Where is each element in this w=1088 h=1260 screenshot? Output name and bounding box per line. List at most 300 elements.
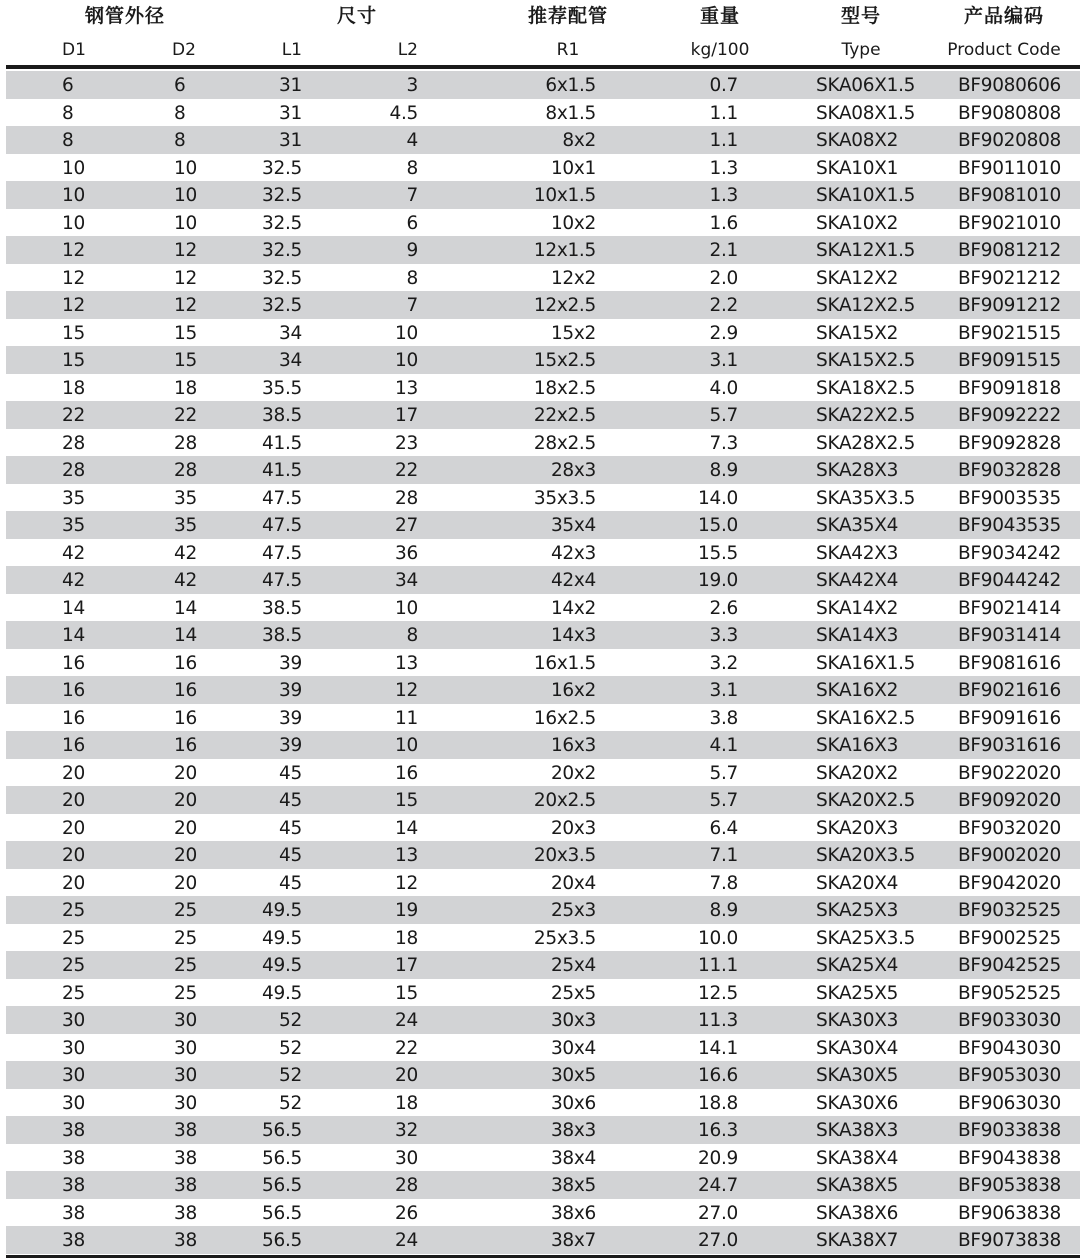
- cell-r1: 38x4: [550, 1147, 596, 1169]
- cell-code: BF9021010: [958, 212, 1062, 234]
- header-size: 尺寸: [336, 5, 378, 27]
- cell-kg: 4.0: [709, 377, 738, 399]
- cell-r1: 10x1: [550, 157, 596, 179]
- cell-r1: 30x5: [550, 1065, 596, 1086]
- cell-l2: 14: [395, 817, 418, 839]
- cell-type: SKA25X3: [816, 900, 899, 921]
- cell-l2: 7: [406, 185, 418, 206]
- cell-l2: 8: [406, 625, 418, 646]
- table-row: [6, 594, 1080, 622]
- cell-code: BF9021616: [958, 680, 1062, 701]
- cell-d2: 6: [174, 75, 186, 96]
- cell-code: BF9011010: [958, 157, 1062, 179]
- cell-r1: 42x3: [550, 542, 596, 564]
- cell-type: SKA15X2: [816, 322, 899, 344]
- cell-d2: 20: [174, 790, 197, 811]
- cell-code: BF9042020: [958, 872, 1062, 894]
- cell-kg: 15.0: [698, 515, 738, 536]
- cell-type: SKA38X7: [816, 1230, 899, 1251]
- cell-d2: 12: [174, 240, 197, 261]
- header-row-chinese: [0, 2, 1088, 30]
- cell-type: SKA22X2.5: [816, 405, 916, 426]
- cell-kg: 3.2: [709, 652, 738, 674]
- cell-l2: 12: [395, 680, 418, 701]
- cell-d1: 20: [62, 762, 85, 784]
- cell-d2: 38: [174, 1175, 197, 1196]
- cell-l1: 32.5: [262, 295, 302, 316]
- cell-d2: 22: [174, 405, 197, 426]
- cell-type: SKA20X3: [816, 817, 899, 839]
- cell-type: SKA08X1.5: [816, 102, 916, 124]
- cell-r1: 16x2.5: [533, 707, 596, 729]
- cell-l2: 28: [395, 487, 418, 509]
- cell-kg: 18.8: [698, 1092, 738, 1114]
- cell-kg: 14.1: [698, 1037, 738, 1059]
- cell-r1: 20x3: [550, 817, 596, 839]
- cell-type: SKA14X3: [816, 625, 899, 646]
- cell-kg: 5.7: [709, 762, 738, 784]
- table-row: [6, 951, 1080, 979]
- cell-l2: 4: [406, 130, 418, 151]
- cell-d2: 10: [174, 185, 197, 206]
- cell-l1: 52: [279, 1065, 302, 1086]
- cell-type: SKA30X4: [816, 1037, 899, 1059]
- cell-type: SKA16X2.5: [816, 707, 916, 729]
- cell-kg: 2.0: [709, 267, 738, 289]
- table-row: [6, 1116, 1080, 1144]
- cell-d2: 25: [174, 927, 197, 949]
- table-row: [6, 676, 1080, 704]
- cell-code: BF9081212: [958, 240, 1062, 261]
- cell-d1: 25: [62, 927, 85, 949]
- cell-d1: 20: [62, 790, 85, 811]
- cell-kg: 8.9: [709, 460, 738, 481]
- cell-d1: 30: [62, 1010, 85, 1031]
- cell-type: SKA38X4: [816, 1147, 899, 1169]
- cell-d1: 35: [62, 515, 85, 536]
- cell-r1: 12x2.5: [533, 295, 596, 316]
- cell-code: BF9081010: [958, 185, 1062, 206]
- cell-d2: 12: [174, 267, 197, 289]
- cell-r1: 28x2.5: [533, 432, 596, 454]
- cell-kg: 16.3: [698, 1120, 738, 1141]
- cell-r1: 35x4: [550, 515, 596, 536]
- cell-kg: 15.5: [698, 542, 738, 564]
- header-od: 钢管外径: [84, 5, 166, 27]
- cell-l1: 38.5: [262, 405, 302, 426]
- cell-code: BF9080606: [958, 75, 1062, 96]
- cell-kg: 2.2: [709, 295, 738, 316]
- cell-d2: 28: [174, 432, 197, 454]
- table-row: [6, 291, 1080, 319]
- cell-kg: 2.1: [709, 240, 738, 261]
- cell-kg: 12.5: [698, 982, 738, 1004]
- cell-d2: 20: [174, 762, 197, 784]
- cell-l2: 28: [395, 1175, 418, 1196]
- cell-code: BF9021515: [958, 322, 1062, 344]
- cell-d1: 8: [62, 102, 74, 124]
- cell-l2: 22: [395, 1037, 418, 1059]
- cell-kg: 19.0: [698, 570, 738, 591]
- cell-d1: 20: [62, 817, 85, 839]
- cell-r1: 20x4: [550, 872, 596, 894]
- cell-d1: 12: [62, 295, 85, 316]
- cell-d1: 38: [62, 1175, 85, 1196]
- cell-l2: 18: [395, 1092, 418, 1114]
- cell-d1: 38: [62, 1202, 85, 1224]
- cell-d1: 20: [62, 845, 85, 866]
- cell-type: SKA25X4: [816, 955, 899, 976]
- cell-l1: 47.5: [262, 487, 302, 509]
- cell-type: SKA12X2.5: [816, 295, 916, 316]
- table-row: [6, 484, 1080, 512]
- cell-r1: 20x3.5: [533, 845, 596, 866]
- header-type: Type: [841, 40, 881, 60]
- cell-r1: 10x2: [550, 212, 596, 234]
- cell-d2: 25: [174, 900, 197, 921]
- cell-d1: 12: [62, 267, 85, 289]
- cell-d2: 8: [174, 102, 186, 124]
- cell-d2: 42: [174, 570, 197, 591]
- cell-type: SKA25X5: [816, 982, 899, 1004]
- cell-d1: 30: [62, 1092, 85, 1114]
- cell-l1: 32.5: [262, 212, 302, 234]
- cell-d1: 15: [62, 350, 85, 371]
- cell-code: BF9063030: [958, 1092, 1062, 1114]
- table-row: [6, 71, 1080, 99]
- cell-kg: 16.6: [698, 1065, 738, 1086]
- cell-r1: 22x2.5: [533, 405, 596, 426]
- cell-l1: 32.5: [262, 185, 302, 206]
- cell-r1: 15x2: [550, 322, 596, 344]
- cell-kg: 20.9: [698, 1147, 738, 1169]
- cell-l1: 32.5: [262, 157, 302, 179]
- cell-d2: 35: [174, 487, 197, 509]
- cell-d1: 30: [62, 1037, 85, 1059]
- cell-kg: 0.7: [709, 75, 738, 96]
- cell-l1: 56.5: [262, 1202, 302, 1224]
- cell-r1: 8x2: [562, 130, 596, 151]
- cell-r1: 15x2.5: [533, 350, 596, 371]
- cell-l2: 19: [395, 900, 418, 921]
- cell-r1: 16x2: [550, 680, 596, 701]
- table-row: [6, 126, 1080, 154]
- cell-l1: 56.5: [262, 1120, 302, 1141]
- cell-d2: 16: [174, 735, 197, 756]
- cell-l2: 6: [406, 212, 418, 234]
- cell-l1: 45: [279, 845, 302, 866]
- cell-l1: 49.5: [262, 955, 302, 976]
- cell-l2: 17: [395, 405, 418, 426]
- cell-l2: 36: [395, 542, 418, 564]
- cell-code: BF9031414: [958, 625, 1062, 646]
- cell-l2: 3: [406, 75, 418, 96]
- cell-code: BF9081616: [958, 652, 1062, 674]
- cell-kg: 1.1: [709, 102, 738, 124]
- cell-code: BF9043838: [958, 1147, 1062, 1169]
- cell-type: SKA20X2.5: [816, 790, 916, 811]
- cell-code: BF9043535: [958, 515, 1062, 536]
- cell-kg: 1.6: [709, 212, 738, 234]
- cell-d1: 16: [62, 735, 85, 756]
- cell-code: BF9092020: [958, 790, 1062, 811]
- cell-code: BF9091818: [958, 377, 1062, 399]
- cell-kg: 10.0: [698, 927, 738, 949]
- cell-d2: 25: [174, 955, 197, 976]
- table-row: [6, 924, 1080, 952]
- cell-d1: 16: [62, 652, 85, 674]
- cell-l1: 56.5: [262, 1147, 302, 1169]
- cell-r1: 16x1.5: [533, 652, 596, 674]
- cell-d1: 14: [62, 597, 85, 619]
- cell-d1: 18: [62, 377, 85, 399]
- cell-type: SKA20X3.5: [816, 845, 916, 866]
- cell-code: BF9080808: [958, 102, 1062, 124]
- header-l2: L2: [397, 40, 418, 60]
- table-top-rule: [6, 65, 1080, 69]
- cell-d2: 14: [174, 597, 197, 619]
- header-recommended-pipe: 推荐配管: [527, 5, 609, 27]
- cell-d2: 30: [174, 1065, 197, 1086]
- cell-code: BF9032525: [958, 900, 1062, 921]
- cell-l2: 13: [395, 377, 418, 399]
- cell-kg: 3.1: [709, 680, 738, 701]
- cell-type: SKA42X3: [816, 542, 899, 564]
- cell-r1: 18x2.5: [533, 377, 596, 399]
- cell-type: SKA30X6: [816, 1092, 899, 1114]
- table-row: [6, 429, 1080, 457]
- cell-l1: 32.5: [262, 267, 302, 289]
- cell-type: SKA38X5: [816, 1175, 899, 1196]
- cell-d2: 12: [174, 295, 197, 316]
- cell-l2: 16: [395, 762, 418, 784]
- cell-kg: 2.9: [709, 322, 738, 344]
- table-row: [6, 1171, 1080, 1199]
- cell-kg: 7.8: [709, 872, 738, 894]
- cell-r1: 38x6: [550, 1202, 596, 1224]
- cell-l2: 20: [395, 1065, 418, 1086]
- cell-type: SKA15X2.5: [816, 350, 916, 371]
- cell-type: SKA10X1: [816, 157, 899, 179]
- cell-type: SKA35X3.5: [816, 487, 916, 509]
- cell-l1: 38.5: [262, 625, 302, 646]
- header-row-english: [0, 36, 1088, 64]
- cell-l1: 52: [279, 1092, 302, 1114]
- cell-code: BF9034242: [958, 542, 1062, 564]
- cell-code: BF9044242: [958, 570, 1062, 591]
- cell-l2: 13: [395, 845, 418, 866]
- header-model: 型号: [840, 5, 882, 27]
- cell-l1: 47.5: [262, 542, 302, 564]
- cell-l2: 24: [395, 1010, 418, 1031]
- cell-l1: 52: [279, 1037, 302, 1059]
- cell-l2: 10: [395, 350, 418, 371]
- cell-type: SKA28X2.5: [816, 432, 916, 454]
- cell-d2: 38: [174, 1120, 197, 1141]
- cell-d1: 14: [62, 625, 85, 646]
- cell-d2: 10: [174, 212, 197, 234]
- cell-d1: 22: [62, 405, 85, 426]
- cell-d1: 38: [62, 1147, 85, 1169]
- cell-d1: 6: [62, 75, 74, 96]
- cell-l2: 26: [395, 1202, 418, 1224]
- cell-kg: 5.7: [709, 405, 738, 426]
- cell-l1: 49.5: [262, 927, 302, 949]
- table-row: [6, 649, 1080, 677]
- cell-l2: 15: [395, 790, 418, 811]
- table-row: [6, 346, 1080, 374]
- cell-l2: 13: [395, 652, 418, 674]
- cell-d1: 25: [62, 900, 85, 921]
- cell-type: SKA30X5: [816, 1065, 899, 1086]
- cell-code: BF9032020: [958, 817, 1062, 839]
- cell-type: SKA38X6: [816, 1202, 899, 1224]
- cell-d2: 30: [174, 1092, 197, 1114]
- cell-kg: 2.6: [709, 597, 738, 619]
- table-row: [6, 511, 1080, 539]
- cell-code: BF9033030: [958, 1010, 1062, 1031]
- cell-kg: 3.1: [709, 350, 738, 371]
- cell-d2: 8: [174, 130, 186, 151]
- cell-d2: 42: [174, 542, 197, 564]
- cell-d2: 20: [174, 872, 197, 894]
- table-row: [6, 1144, 1080, 1172]
- cell-d1: 10: [62, 157, 85, 179]
- cell-l1: 45: [279, 872, 302, 894]
- cell-l1: 49.5: [262, 982, 302, 1004]
- header-kg: kg/100: [690, 40, 750, 60]
- cell-l2: 10: [395, 735, 418, 756]
- cell-l1: 47.5: [262, 570, 302, 591]
- table-row: [6, 566, 1080, 594]
- cell-kg: 11.3: [698, 1010, 738, 1031]
- cell-l2: 30: [395, 1147, 418, 1169]
- table-body: [6, 71, 1080, 1254]
- cell-code: BF9091515: [958, 350, 1062, 371]
- cell-type: SKA16X1.5: [816, 652, 916, 674]
- cell-kg: 3.3: [709, 625, 738, 646]
- cell-r1: 12x1.5: [533, 240, 596, 261]
- table-row: [6, 869, 1080, 897]
- cell-l2: 10: [395, 322, 418, 344]
- cell-kg: 11.1: [698, 955, 738, 976]
- cell-l2: 7: [406, 295, 418, 316]
- cell-l2: 32: [395, 1120, 418, 1141]
- cell-d2: 38: [174, 1202, 197, 1224]
- cell-type: SKA10X2: [816, 212, 899, 234]
- cell-kg: 3.8: [709, 707, 738, 729]
- cell-r1: 35x3.5: [533, 487, 596, 509]
- cell-d1: 38: [62, 1230, 85, 1251]
- cell-d2: 18: [174, 377, 197, 399]
- cell-d2: 10: [174, 157, 197, 179]
- table-row: [6, 1034, 1080, 1062]
- header-weight: 重量: [699, 5, 741, 27]
- cell-kg: 1.3: [709, 185, 738, 206]
- cell-l1: 34: [279, 322, 302, 344]
- cell-kg: 1.1: [709, 130, 738, 151]
- cell-type: SKA08X2: [816, 130, 899, 151]
- table-row: [6, 1199, 1080, 1227]
- cell-l2: 15: [395, 982, 418, 1004]
- cell-code: BF9002020: [958, 845, 1062, 866]
- cell-d1: 20: [62, 872, 85, 894]
- table-row: [6, 814, 1080, 842]
- cell-l2: 23: [395, 432, 418, 454]
- cell-r1: 25x3.5: [533, 927, 596, 949]
- cell-d2: 20: [174, 817, 197, 839]
- header-l1: L1: [281, 40, 302, 60]
- cell-l2: 4.5: [389, 102, 418, 124]
- cell-l1: 35.5: [262, 377, 302, 399]
- cell-kg: 5.7: [709, 790, 738, 811]
- cell-r1: 10x1.5: [533, 185, 596, 206]
- table-row: [6, 979, 1080, 1007]
- table-row: [6, 896, 1080, 924]
- cell-kg: 24.7: [698, 1175, 738, 1196]
- cell-r1: 20x2.5: [533, 790, 596, 811]
- table-row: [6, 374, 1080, 402]
- header-product-code: 产品编码: [963, 5, 1045, 27]
- cell-l1: 52: [279, 1010, 302, 1031]
- cell-l2: 11: [395, 707, 418, 729]
- table-row: [6, 1061, 1080, 1089]
- cell-d1: 38: [62, 1120, 85, 1141]
- cell-type: SKA38X3: [816, 1120, 899, 1141]
- cell-d1: 16: [62, 707, 85, 729]
- cell-d1: 35: [62, 487, 85, 509]
- cell-r1: 25x3: [550, 900, 596, 921]
- table-row: [6, 264, 1080, 292]
- cell-l1: 47.5: [262, 515, 302, 536]
- cell-r1: 30x6: [550, 1092, 596, 1114]
- cell-code: BF9063838: [958, 1202, 1062, 1224]
- cell-kg: 1.3: [709, 157, 738, 179]
- cell-code: BF9053030: [958, 1065, 1062, 1086]
- cell-l1: 39: [279, 652, 302, 674]
- cell-l1: 32.5: [262, 240, 302, 261]
- table-row: [6, 759, 1080, 787]
- cell-r1: 42x4: [550, 570, 596, 591]
- cell-l2: 8: [406, 267, 418, 289]
- cell-code: BF9053838: [958, 1175, 1062, 1196]
- table-row: [6, 236, 1080, 264]
- cell-l2: 8: [406, 157, 418, 179]
- cell-l2: 18: [395, 927, 418, 949]
- cell-code: BF9002525: [958, 927, 1062, 949]
- cell-code: BF9031616: [958, 735, 1062, 756]
- cell-r1: 30x3: [550, 1010, 596, 1031]
- cell-code: BF9091212: [958, 295, 1062, 316]
- cell-l1: 45: [279, 790, 302, 811]
- table-row: [6, 209, 1080, 237]
- cell-d2: 38: [174, 1230, 197, 1251]
- cell-l1: 38.5: [262, 597, 302, 619]
- table-row: [6, 181, 1080, 209]
- cell-r1: 16x3: [550, 735, 596, 756]
- cell-code: BF9092222: [958, 405, 1062, 426]
- cell-kg: 14.0: [698, 487, 738, 509]
- cell-l1: 56.5: [262, 1175, 302, 1196]
- cell-kg: 7.1: [709, 845, 738, 866]
- cell-type: SKA25X3.5: [816, 927, 916, 949]
- cell-r1: 38x3: [550, 1120, 596, 1141]
- cell-code: BF9042525: [958, 955, 1062, 976]
- cell-d2: 28: [174, 460, 197, 481]
- cell-r1: 12x2: [550, 267, 596, 289]
- table-row: [6, 1006, 1080, 1034]
- cell-d1: 12: [62, 240, 85, 261]
